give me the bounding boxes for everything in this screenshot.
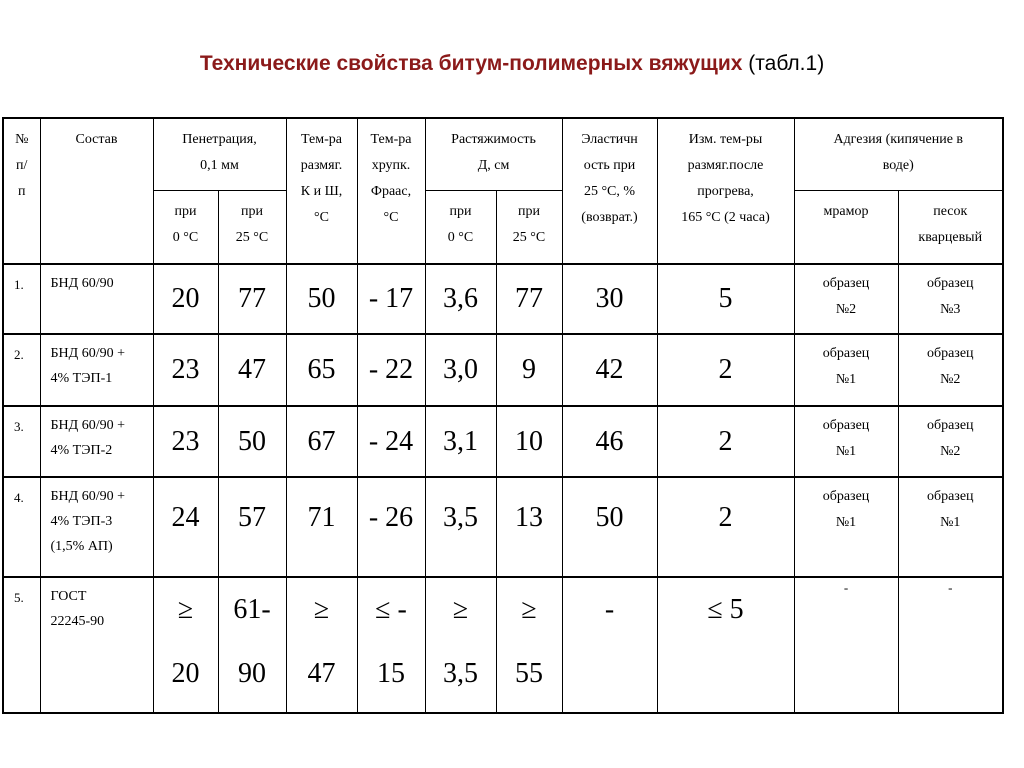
table-row xyxy=(3,264,1003,334)
cell-pen-0: ≥ 20 xyxy=(153,577,218,713)
cell-marble: - xyxy=(794,577,898,713)
cell-duct-25: ≥ 55 xyxy=(496,577,562,713)
cell-temp-change: 2 xyxy=(657,406,794,477)
header-num: № п/ п xyxy=(3,118,40,264)
cell-pen-0: 20 xyxy=(153,264,218,334)
properties-table xyxy=(2,117,1004,714)
cell-soft-temp: 67 xyxy=(286,406,357,477)
cell-duct-0: ≥ 3,5 xyxy=(425,577,496,713)
header-duct-25: при 25 °С xyxy=(496,190,562,264)
header-adhesion: Адгезия (кипячение в воде) xyxy=(794,118,1003,190)
header-marble: мрамор xyxy=(794,190,898,264)
gost-row xyxy=(3,577,1003,713)
cell-brittle-temp: - 17 xyxy=(357,264,425,334)
page-title xyxy=(0,52,1024,76)
cell-duct-25: 13 xyxy=(496,477,562,577)
cell-temp-change: 2 xyxy=(657,334,794,406)
cell-soft-temp: 71 xyxy=(286,477,357,577)
cell-temp-change: 5 xyxy=(657,264,794,334)
row-composition: БНД 60/90 + 4% ТЭП-3 (1,5% АП) xyxy=(40,477,153,577)
cell-sand: образец №2 xyxy=(898,334,1003,406)
cell-duct-25: 10 xyxy=(496,406,562,477)
title-main: Технические свойства битум-полимерных вяжущих xyxy=(199,52,743,75)
cell-marble: образец №1 xyxy=(794,406,898,477)
cell-temp-change: ≤ 5 xyxy=(657,577,794,713)
cell-soft-temp: 50 xyxy=(286,264,357,334)
cell-soft-temp: 65 xyxy=(286,334,357,406)
row-num: 5. xyxy=(3,577,40,713)
row-num: 2. xyxy=(3,334,40,406)
row-composition: БНД 60/90 + 4% ТЭП-2 xyxy=(40,406,153,477)
table-row xyxy=(3,334,1003,406)
row-composition: ГОСТ 22245-90 xyxy=(40,577,153,713)
cell-duct-0: 3,0 xyxy=(425,334,496,406)
cell-elasticity: 50 xyxy=(562,477,657,577)
title-ref: (табл.1) xyxy=(748,52,825,75)
header-pen-25: при 25 °С xyxy=(218,190,286,264)
header-sand: песок кварцевый xyxy=(898,190,1003,264)
cell-elasticity: 42 xyxy=(562,334,657,406)
cell-duct-25: 9 xyxy=(496,334,562,406)
row-num: 4. xyxy=(3,477,40,577)
cell-pen-0: 23 xyxy=(153,406,218,477)
cell-pen-25: 50 xyxy=(218,406,286,477)
table-row xyxy=(3,406,1003,477)
cell-temp-change: 2 xyxy=(657,477,794,577)
cell-elasticity: 46 xyxy=(562,406,657,477)
cell-marble: образец №2 xyxy=(794,264,898,334)
row-composition: БНД 60/90 + 4% ТЭП-1 xyxy=(40,334,153,406)
header-temp-change: Изм. тем-ры размяг.после прогрева, 165 °С (2 часа) xyxy=(657,118,794,264)
cell-elasticity: - xyxy=(562,577,657,713)
cell-brittle-temp: - 24 xyxy=(357,406,425,477)
header-ductility: Растяжимость Д, см xyxy=(425,118,562,190)
cell-duct-0: 3,5 xyxy=(425,477,496,577)
cell-sand: - xyxy=(898,577,1003,713)
row-num: 3. xyxy=(3,406,40,477)
header-penetration: Пенетрация, 0,1 мм xyxy=(153,118,286,190)
table-row xyxy=(3,477,1003,577)
row-composition: БНД 60/90 xyxy=(40,264,153,334)
header-duct-0: при 0 °С xyxy=(425,190,496,264)
cell-sand: образец №2 xyxy=(898,406,1003,477)
header-pen-0: при 0 °С xyxy=(153,190,218,264)
cell-sand: образец №1 xyxy=(898,477,1003,577)
cell-duct-0: 3,1 xyxy=(425,406,496,477)
cell-pen-25: 57 xyxy=(218,477,286,577)
header-row-1 xyxy=(3,118,1003,190)
cell-pen-25: 61- 90 xyxy=(218,577,286,713)
cell-sand: образец №3 xyxy=(898,264,1003,334)
header-elasticity: Эластичн ость при 25 °С, % (возврат.) xyxy=(562,118,657,264)
header-soft-temp: Тем-ра размяг. К и Ш, °С xyxy=(286,118,357,264)
cell-elasticity: 30 xyxy=(562,264,657,334)
cell-marble: образец №1 xyxy=(794,477,898,577)
cell-soft-temp: ≥ 47 xyxy=(286,577,357,713)
cell-duct-0: 3,6 xyxy=(425,264,496,334)
cell-pen-0: 24 xyxy=(153,477,218,577)
row-num: 1. xyxy=(3,264,40,334)
cell-duct-25: 77 xyxy=(496,264,562,334)
cell-brittle-temp: ≤ - 15 xyxy=(357,577,425,713)
cell-brittle-temp: - 22 xyxy=(357,334,425,406)
cell-brittle-temp: - 26 xyxy=(357,477,425,577)
cell-pen-25: 47 xyxy=(218,334,286,406)
header-composition: Состав xyxy=(40,118,153,264)
cell-marble: образец №1 xyxy=(794,334,898,406)
header-brittle-temp: Тем-ра хрупк. Фраас, °С xyxy=(357,118,425,264)
header-row-2 xyxy=(3,190,1003,264)
cell-pen-25: 77 xyxy=(218,264,286,334)
cell-pen-0: 23 xyxy=(153,334,218,406)
